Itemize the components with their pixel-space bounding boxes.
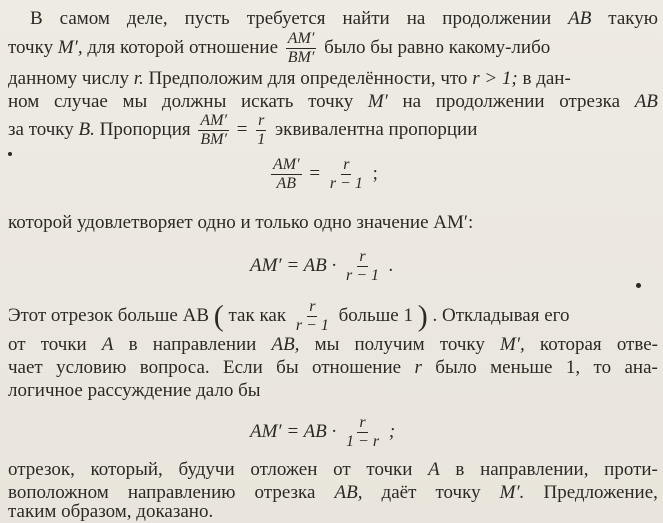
word: 1,: [565, 357, 581, 378]
p1-line4: [8, 91, 658, 113]
fraction-am-bm: [286, 30, 317, 67]
word: от: [8, 334, 26, 355]
formula-lhs: AM′ = AB ·: [250, 254, 337, 276]
word: В: [30, 8, 43, 29]
word: случае: [53, 91, 108, 112]
word: мы: [314, 334, 340, 355]
text: в дан-: [522, 68, 571, 89]
frac-num: r: [343, 156, 350, 173]
word: точку: [308, 91, 354, 112]
text: было бы равно какому-либо: [324, 36, 551, 58]
text-line: которой удовлетворяет одно и только одно значение AM′:: [8, 212, 474, 233]
equals-sign: =: [309, 162, 321, 184]
word: M′,: [500, 334, 525, 355]
word: получим: [354, 334, 425, 355]
word: продолжении: [435, 91, 545, 112]
word: A: [428, 459, 440, 480]
math-var: r.: [133, 68, 144, 89]
word: точки: [366, 459, 413, 480]
fraction-r-1r: [344, 414, 381, 451]
frac-den: BM′: [200, 131, 227, 148]
word: проти-: [604, 459, 658, 480]
word: точку: [435, 482, 481, 503]
word: от: [333, 459, 351, 480]
word: ном: [8, 91, 40, 112]
fraction-r-1: [255, 112, 267, 149]
word: меньше: [490, 357, 553, 378]
text: так как: [228, 304, 287, 326]
word: AB,: [271, 334, 300, 355]
scan-speck: [636, 283, 641, 288]
frac-den: 1: [257, 131, 266, 148]
word: продолжении: [442, 8, 552, 29]
word: отве-: [616, 334, 658, 355]
word: на: [402, 91, 422, 112]
frac-den: 1 − r: [346, 433, 380, 450]
p1-line1: [8, 8, 658, 30]
word: M′: [367, 91, 388, 112]
math-var: B.: [78, 118, 95, 140]
word: отрезок,: [8, 459, 75, 480]
text: для которой отношение: [87, 36, 279, 58]
paren-close: ): [417, 299, 428, 333]
word: пусть: [184, 8, 230, 29]
p2-line1: [8, 298, 569, 335]
word: A: [101, 334, 114, 355]
frac-den: AB: [276, 175, 297, 192]
word: в: [128, 334, 138, 355]
text: точку: [8, 36, 54, 58]
frac-den: BM′: [287, 49, 315, 66]
word: отрезка: [559, 91, 621, 112]
p1-line3: [8, 68, 571, 90]
word: будучи: [178, 459, 235, 480]
word: направлению: [127, 482, 236, 503]
word: должны: [161, 91, 227, 112]
word: вопроса.: [139, 357, 210, 378]
word: которая: [539, 334, 602, 355]
word: M′.: [499, 482, 525, 503]
frac-den: r − 1: [295, 317, 329, 334]
word: точки: [40, 334, 87, 355]
frac-den: r − 1: [346, 267, 380, 284]
frac-num: r: [309, 298, 316, 315]
word: воположном: [8, 482, 109, 503]
text: Этот отрезок больше AB: [8, 304, 209, 326]
fraction-r-r1: [344, 248, 381, 285]
text: Пропорция: [99, 118, 191, 140]
fraction-r-r1: [294, 298, 331, 335]
p3-line1: [8, 459, 658, 481]
word: такую: [608, 8, 658, 29]
frac-den: r − 1: [329, 175, 363, 192]
frac-num: r: [359, 414, 366, 431]
word: Предложение,: [543, 482, 658, 503]
word: который,: [90, 459, 163, 480]
word: на: [406, 8, 426, 29]
word: AB: [634, 91, 658, 112]
frac-num: AM′: [273, 156, 300, 173]
text: больше 1: [338, 304, 413, 326]
fraction-am-ab: [271, 156, 302, 193]
fraction-r-r1: [328, 156, 365, 193]
formula-lhs: AM′ = AB ·: [250, 420, 337, 442]
word: AB,: [334, 482, 363, 503]
math-var: M′,: [57, 36, 83, 58]
frac-num: r: [359, 248, 366, 265]
word: мы: [122, 91, 148, 112]
frac-num: AM′: [200, 112, 227, 129]
frac-num: AM′: [287, 30, 315, 47]
p2-line2: [8, 334, 658, 356]
word: деле,: [126, 8, 168, 29]
frac-num: r: [258, 112, 265, 129]
p3-line3: таким образом, доказано.: [8, 501, 214, 522]
p1-line2: [8, 30, 550, 67]
word: точку: [439, 334, 485, 355]
word: условию: [56, 357, 127, 378]
math-inequality: r > 1;: [472, 68, 518, 89]
punctuation: ;: [372, 162, 378, 184]
formula-2: [250, 248, 394, 285]
word: искать: [241, 91, 294, 112]
word: отношение: [312, 357, 402, 378]
word: требуется: [246, 8, 326, 29]
p1-line5: [8, 112, 477, 149]
text: Предположим для определённости, что: [148, 68, 468, 89]
text: данному числу: [8, 68, 129, 89]
word: самом: [59, 8, 110, 29]
word: направлении: [152, 334, 257, 355]
text: за точку: [8, 118, 74, 140]
word: AB: [568, 8, 592, 29]
p2-line3: [8, 357, 658, 379]
text: . Откладывая его: [432, 304, 570, 326]
word: r: [414, 357, 422, 378]
text: эквивалентна пропорции: [274, 118, 478, 140]
word: даёт: [381, 482, 417, 503]
punctuation: ;: [388, 420, 396, 442]
formula-1: [268, 156, 378, 193]
word: в: [455, 459, 465, 480]
formula-3: [250, 414, 395, 451]
word: Если: [223, 357, 263, 378]
word: ана-: [624, 357, 658, 378]
equals-sign: =: [236, 118, 248, 140]
word: отрезка: [254, 482, 316, 503]
word: чает: [8, 357, 43, 378]
word: было: [435, 357, 477, 378]
paren-open: (: [213, 299, 224, 333]
word: направлении,: [480, 459, 589, 480]
scan-speck: [8, 152, 12, 156]
word: отложен: [250, 459, 318, 480]
punctuation: .: [388, 254, 394, 276]
word: то: [593, 357, 612, 378]
p2-line4: логичное рассуждение дало бы: [8, 380, 261, 401]
word: бы: [276, 357, 299, 378]
fraction-am-bm-2: [198, 112, 229, 149]
word: найти: [342, 8, 390, 29]
